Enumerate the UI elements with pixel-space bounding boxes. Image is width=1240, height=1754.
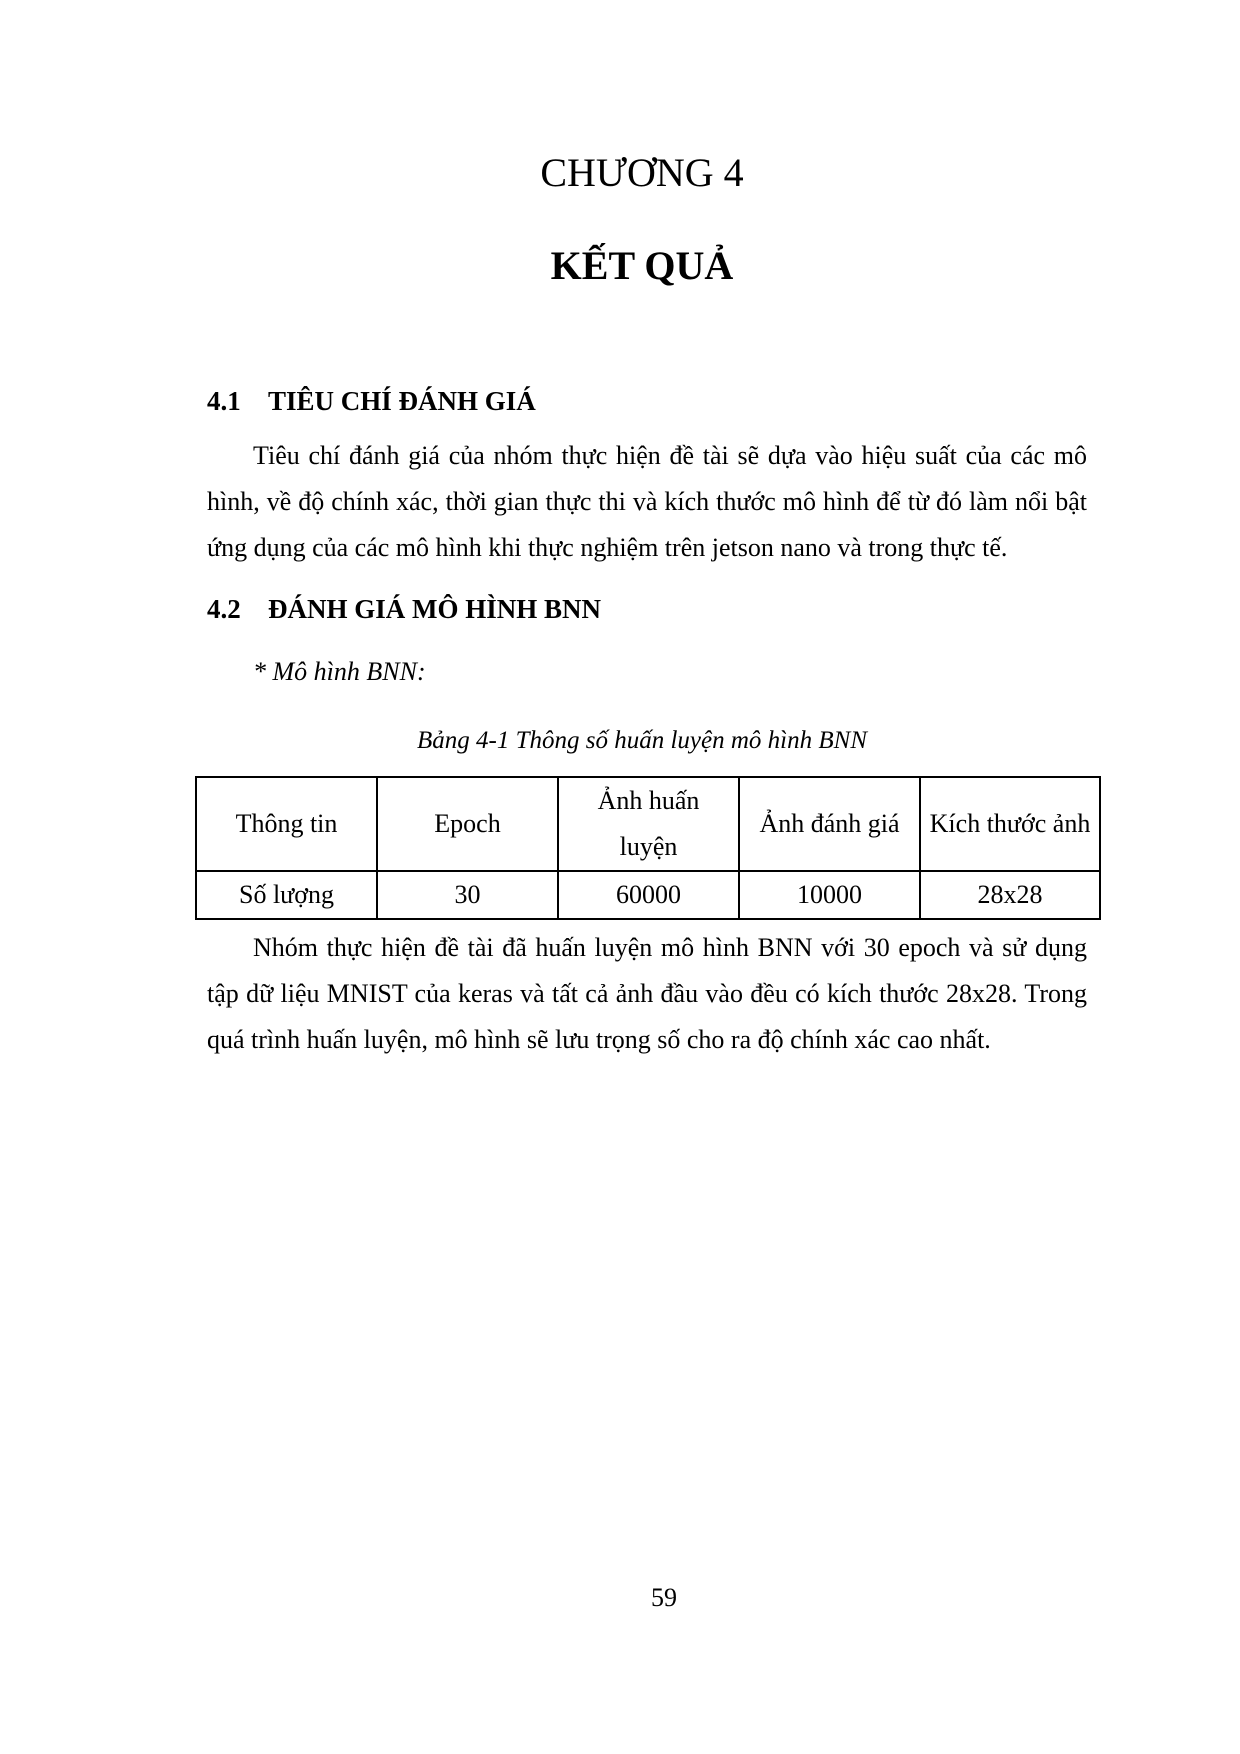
chapter-title: KẾT QUẢ bbox=[550, 243, 734, 288]
model-note: * Mô hình BNN: bbox=[253, 657, 426, 686]
section-number: 4.2 bbox=[207, 594, 241, 624]
table-cell: Số lượng bbox=[196, 871, 377, 919]
section-4-2-paragraph: Nhóm thực hiện đề tài đã huấn luyện mô hình BNN với 30 epoch và sử dụng tập dữ liệu MNIST của keras và tất cả ảnh đầu vào đều có kích thước 28x28. Trong quá trình huấn luyện, mô hình sẽ lưu trọng số cho ra độ chính xác cao nhất. bbox=[207, 933, 1087, 1054]
page-number: 59 bbox=[651, 1583, 677, 1612]
section-number: 4.1 bbox=[207, 386, 241, 416]
section-heading-4-1 bbox=[207, 382, 536, 420]
table-header-row bbox=[196, 777, 1100, 871]
table-header-cell: Ảnh đánh giá bbox=[739, 777, 920, 871]
table-cell: 10000 bbox=[739, 871, 920, 919]
section-title: TIÊU CHÍ ĐÁNH GIÁ bbox=[268, 386, 536, 416]
table-header-cell: Ảnh huấn luyện bbox=[558, 777, 739, 871]
table-caption: Bảng 4-1 Thông số huấn luyện mô hình BNN bbox=[417, 727, 867, 754]
table-header-cell: Epoch bbox=[377, 777, 558, 871]
table-cell: 60000 bbox=[558, 871, 739, 919]
table-header-cell: Kích thước ảnh bbox=[920, 777, 1100, 871]
section-title: ĐÁNH GIÁ MÔ HÌNH BNN bbox=[268, 594, 602, 624]
table-cell: 28x28 bbox=[920, 871, 1100, 919]
table-row bbox=[196, 871, 1100, 919]
training-params-table bbox=[195, 776, 1101, 920]
chapter-label: CHƯƠNG 4 bbox=[540, 150, 744, 195]
section-4-1-paragraph: Tiêu chí đánh giá của nhóm thực hiện đề tài sẽ dựa vào hiệu suất của các mô hình, về độ chính xác, thời gian thực thi và kích thước mô hình để từ đó làm nổi bật ứng dụng của các mô hình khi thực nghiệm trên jetson nano và trong thực tế. bbox=[207, 441, 1087, 562]
table-header-cell: Thông tin bbox=[196, 777, 377, 871]
section-heading-4-2 bbox=[207, 590, 601, 628]
table-cell: 30 bbox=[377, 871, 558, 919]
